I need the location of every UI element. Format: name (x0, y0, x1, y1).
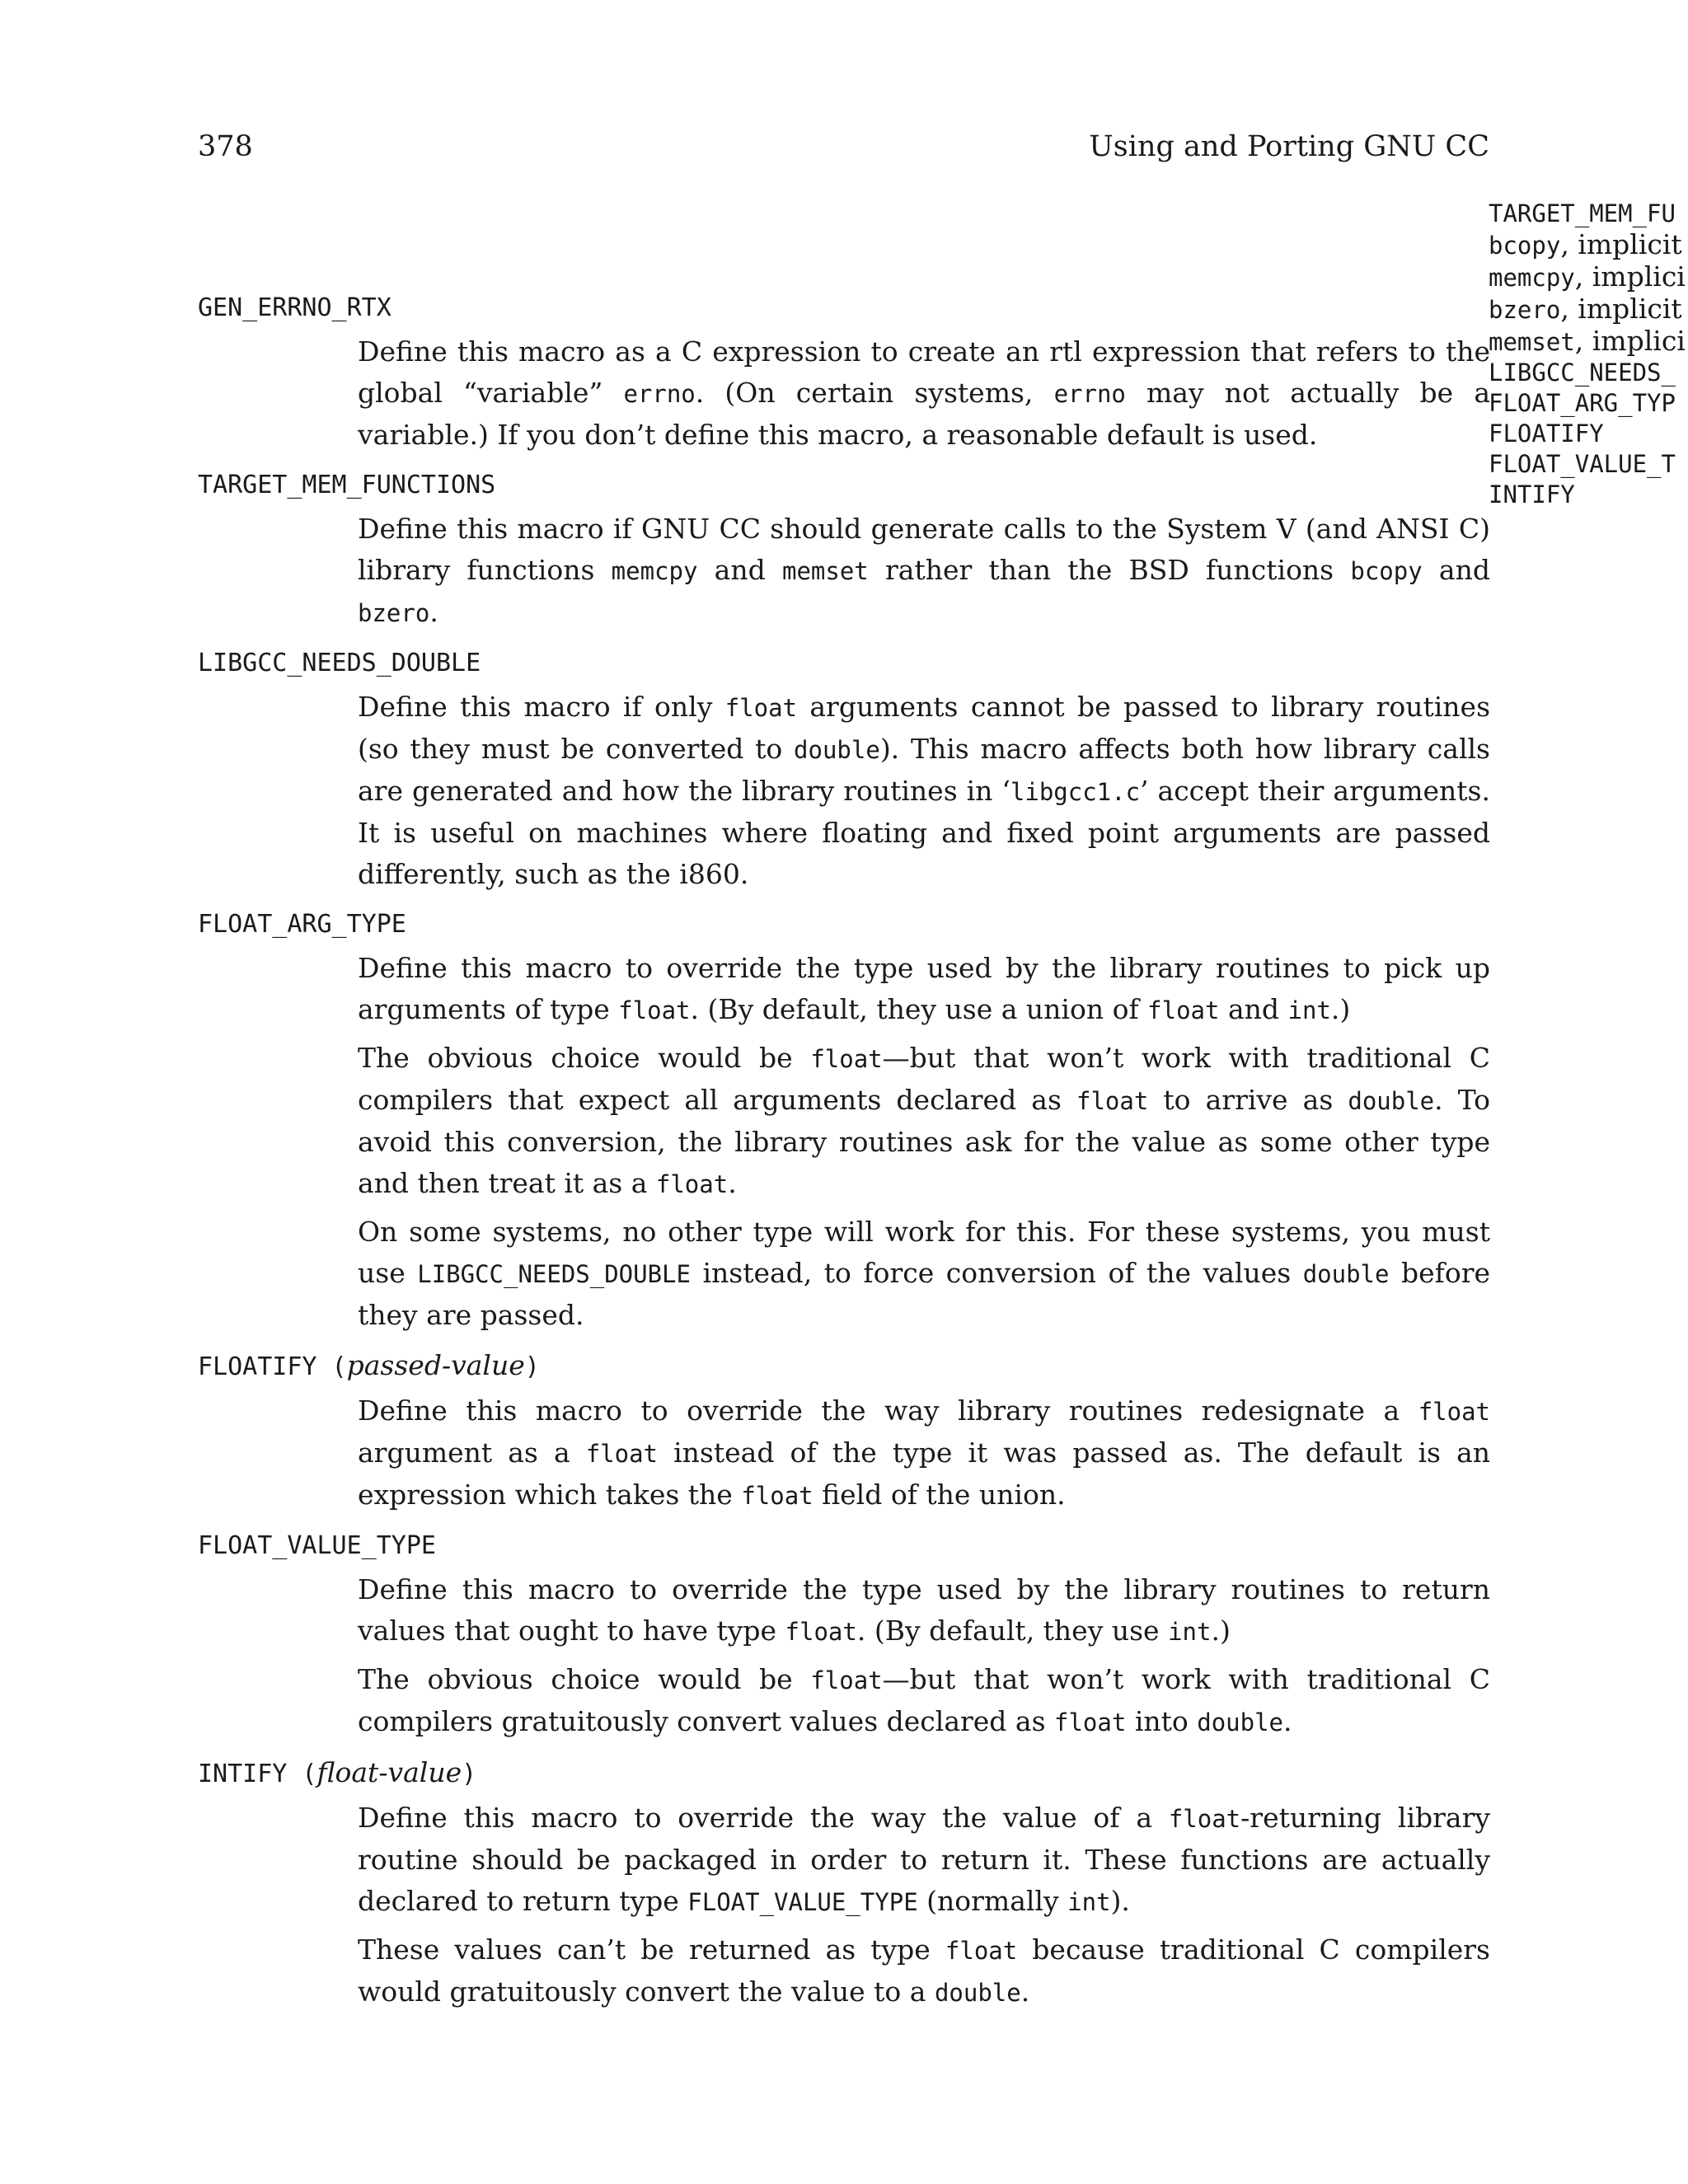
macro-name: LIBGCC_NEEDS_DOUBLE (198, 649, 481, 677)
macro-entry (198, 1755, 1490, 2013)
margin-index-code: memcpy (1489, 264, 1575, 292)
macro-argument: passed-value (346, 1349, 525, 1381)
text-run: may not actually be a variable.) If you don’t define this macro, a reasonable default is used. (358, 377, 1490, 451)
text-run: . (728, 1167, 737, 1199)
inline-code: float (810, 1666, 883, 1694)
macro-description (358, 948, 1490, 1336)
inline-code: double (1348, 1087, 1435, 1115)
inline-code: memset (781, 557, 869, 585)
text-run: and (1422, 554, 1490, 586)
margin-index-entry (1489, 388, 1688, 419)
inline-code: double (1197, 1708, 1284, 1736)
macro-entry (198, 467, 1490, 634)
inline-code: float (1168, 1805, 1241, 1833)
page-number: 378 (198, 130, 253, 163)
text-run: instead, to force conversion of the values (690, 1257, 1303, 1289)
text-run: . To avoid this conversion, the library routines ask for the value as some other type and then treat it as a (358, 1084, 1491, 1199)
margin-index-entry (1489, 293, 1688, 326)
macro-entry (198, 1528, 1490, 1743)
text-run: . (By default, they use a union of (690, 993, 1148, 1025)
text-run: Define this macro if only (358, 691, 725, 723)
description-paragraph (358, 1212, 1490, 1336)
text-run: before they are passed. (358, 1257, 1490, 1331)
text-run: Define this macro as a C expression to create an rtl expression that refers to the global “variable” (358, 335, 1490, 409)
inline-code: int (1287, 996, 1331, 1024)
text-run: The obvious choice would be (358, 1663, 811, 1695)
inline-code: libgcc1.c (1010, 778, 1141, 806)
text-run: Define this macro to override the way the value of a (358, 1802, 1169, 1834)
description-paragraph (358, 1038, 1490, 1205)
description-paragraph (358, 1929, 1490, 2013)
margin-index-code: bcopy (1489, 232, 1561, 260)
margin-index-code: TARGET_MEM_FU (1489, 199, 1676, 227)
text-run: to arrive as (1148, 1084, 1348, 1116)
margin-index-entry (1489, 419, 1688, 449)
description-paragraph (358, 1390, 1490, 1516)
margin-index-code: memset (1489, 328, 1575, 356)
macro-description (358, 1797, 1490, 2013)
macro-name: FLOAT_ARG_TYPE (198, 910, 406, 939)
inline-code: float (1418, 1398, 1490, 1426)
text-run: Define this macro to override the way library routines redesignate a (358, 1394, 1418, 1427)
text-run: These values can’t be returned as type (358, 1933, 945, 1966)
margin-index-text: , implici (1574, 260, 1686, 293)
inline-code: FLOAT_VALUE_TYPE (687, 1888, 918, 1916)
text-run: instead of the type it was passed as. The default is an expression which takes the (358, 1436, 1491, 1511)
macro-term (198, 467, 1490, 504)
macro-entry (198, 907, 1490, 1336)
macro-term: INTIFY (float-value) (198, 1756, 477, 1788)
text-run: and (1219, 993, 1288, 1025)
description-paragraph (358, 1569, 1490, 1652)
macro-entry (198, 290, 1490, 456)
inline-code: float (585, 1440, 659, 1468)
macro-argument: float-value (316, 1756, 462, 1788)
text-run: —but that won’t work with traditional C compilers that expect all arguments declared as (358, 1042, 1490, 1116)
text-run: On some systems, no other type will work for this. For these systems, you must use (358, 1216, 1490, 1289)
inline-code: errno (1053, 380, 1126, 408)
macro-term: FLOATIFY (passed-value) (198, 1349, 540, 1381)
margin-index-code: bzero (1489, 296, 1561, 324)
inline-code: float (618, 996, 691, 1024)
macro-name: FLOAT_VALUE_TYPE (198, 1531, 436, 1560)
inline-code: float (810, 1045, 883, 1073)
margin-index-entry (1489, 199, 1688, 229)
text-run: ). This macro affects both how library calls are generated and how the library routines in ‘ (358, 733, 1490, 807)
macro-entry (198, 645, 1490, 895)
inline-code: double (794, 736, 880, 764)
description-paragraph (358, 509, 1490, 634)
margin-index-entry (1489, 261, 1688, 293)
text-run: (normally (917, 1885, 1068, 1917)
text-run: ). (1110, 1885, 1130, 1917)
text-run: .) (1211, 1615, 1231, 1647)
description-paragraph (358, 1797, 1490, 1923)
text-run: —but that won’t work with traditional C compilers gratuitously convert values declared as (358, 1663, 1490, 1737)
inline-code: double (1302, 1260, 1390, 1288)
margin-index-text: , implici (1574, 325, 1686, 357)
macro-term (198, 645, 1490, 682)
text-run: argument as a (358, 1436, 586, 1469)
inline-code: double (934, 1979, 1021, 2007)
margin-index-code: FLOAT_ARG_TYP (1489, 389, 1676, 417)
margin-index-text: , implicit (1560, 293, 1682, 325)
text-run: rather than the BSD functions (868, 554, 1351, 586)
text-run: The obvious choice would be (358, 1042, 811, 1074)
macro-name: FLOATIFY (198, 1352, 317, 1381)
inline-code: float (785, 1618, 857, 1646)
text-run: . (By default, they use (856, 1615, 1169, 1647)
text-run: . (429, 596, 438, 628)
text-run: . (1020, 1975, 1030, 2008)
inline-code: memcpy (611, 557, 698, 585)
inline-code: float (724, 694, 798, 722)
margin-index-text: , implicit (1560, 228, 1682, 260)
margin-index (1489, 199, 1688, 510)
inline-code: int (1168, 1618, 1212, 1646)
inline-code: bzero (358, 599, 430, 627)
margin-index-entry (1489, 326, 1688, 358)
inline-code: int (1067, 1888, 1111, 1916)
text-run: Define this macro if GNU CC should generate calls to the System V (and ANSI C) library functions (358, 513, 1490, 586)
inline-code: float (1054, 1708, 1127, 1736)
text-run: ’ accept their arguments. It is useful on machines where floating and fixed point arguments are passed differently, such as the i860. (358, 775, 1490, 890)
text-run: and (697, 554, 782, 586)
macro-name: INTIFY (198, 1760, 288, 1788)
inline-code: float (1147, 996, 1220, 1024)
description-paragraph (358, 1659, 1490, 1743)
text-run: . (1283, 1705, 1292, 1737)
macro-description (358, 509, 1490, 634)
macro-description (358, 687, 1490, 895)
macro-name: GEN_ERRNO_RTX (198, 293, 392, 322)
macro-term (198, 1528, 1490, 1564)
margin-index-code: FLOATIFY (1489, 419, 1604, 448)
inline-code: LIBGCC_NEEDS_DOUBLE (417, 1260, 691, 1288)
text-run: Define this macro to override the type used by the library routines to pick up arguments of type (358, 952, 1490, 1025)
text-run: Define this macro to override the type used by the library routines to return values that ought to have type (358, 1573, 1490, 1647)
margin-index-code: FLOAT_VALUE_T (1489, 450, 1676, 478)
inline-code: bcopy (1350, 557, 1423, 585)
description-paragraph (358, 331, 1490, 456)
text-run: because traditional C compilers would gratuitously convert the value to a (358, 1933, 1490, 2008)
macro-description (358, 331, 1490, 456)
margin-index-entry (1489, 229, 1688, 261)
margin-index-entry (1489, 449, 1688, 480)
text-run: . (On certain systems, (695, 377, 1054, 409)
text-run: into (1126, 1705, 1198, 1737)
text-run: arguments cannot be passed to library routines (so they must be converted to (358, 691, 1490, 765)
macro-term (198, 290, 1490, 326)
text-run: field of the union. (813, 1479, 1066, 1511)
inline-code: float (741, 1482, 814, 1510)
margin-index-code: LIBGCC_NEEDS_ (1489, 359, 1676, 387)
macro-description (358, 1390, 1490, 1516)
macro-term (198, 907, 1490, 943)
margin-index-entry (1489, 358, 1688, 388)
description-paragraph (358, 948, 1490, 1031)
running-title: Using and Porting GNU CC (1089, 130, 1489, 163)
inline-code: float (945, 1937, 1018, 1965)
macro-description (358, 1569, 1490, 1743)
inline-code: float (1076, 1087, 1149, 1115)
macro-entry (198, 1347, 1490, 1516)
macro-definition-list (198, 290, 1490, 2025)
margin-index-code: INTIFY (1489, 480, 1575, 509)
inline-code: float (655, 1170, 729, 1198)
text-run: .) (1330, 993, 1351, 1025)
macro-name: TARGET_MEM_FUNCTIONS (198, 471, 496, 499)
inline-code: errno (623, 380, 696, 408)
description-paragraph (358, 687, 1490, 895)
margin-index-entry (1489, 480, 1688, 510)
text-run: -returning library routine should be packaged in order to return it. These functions are actually declared to return type (358, 1802, 1490, 1917)
